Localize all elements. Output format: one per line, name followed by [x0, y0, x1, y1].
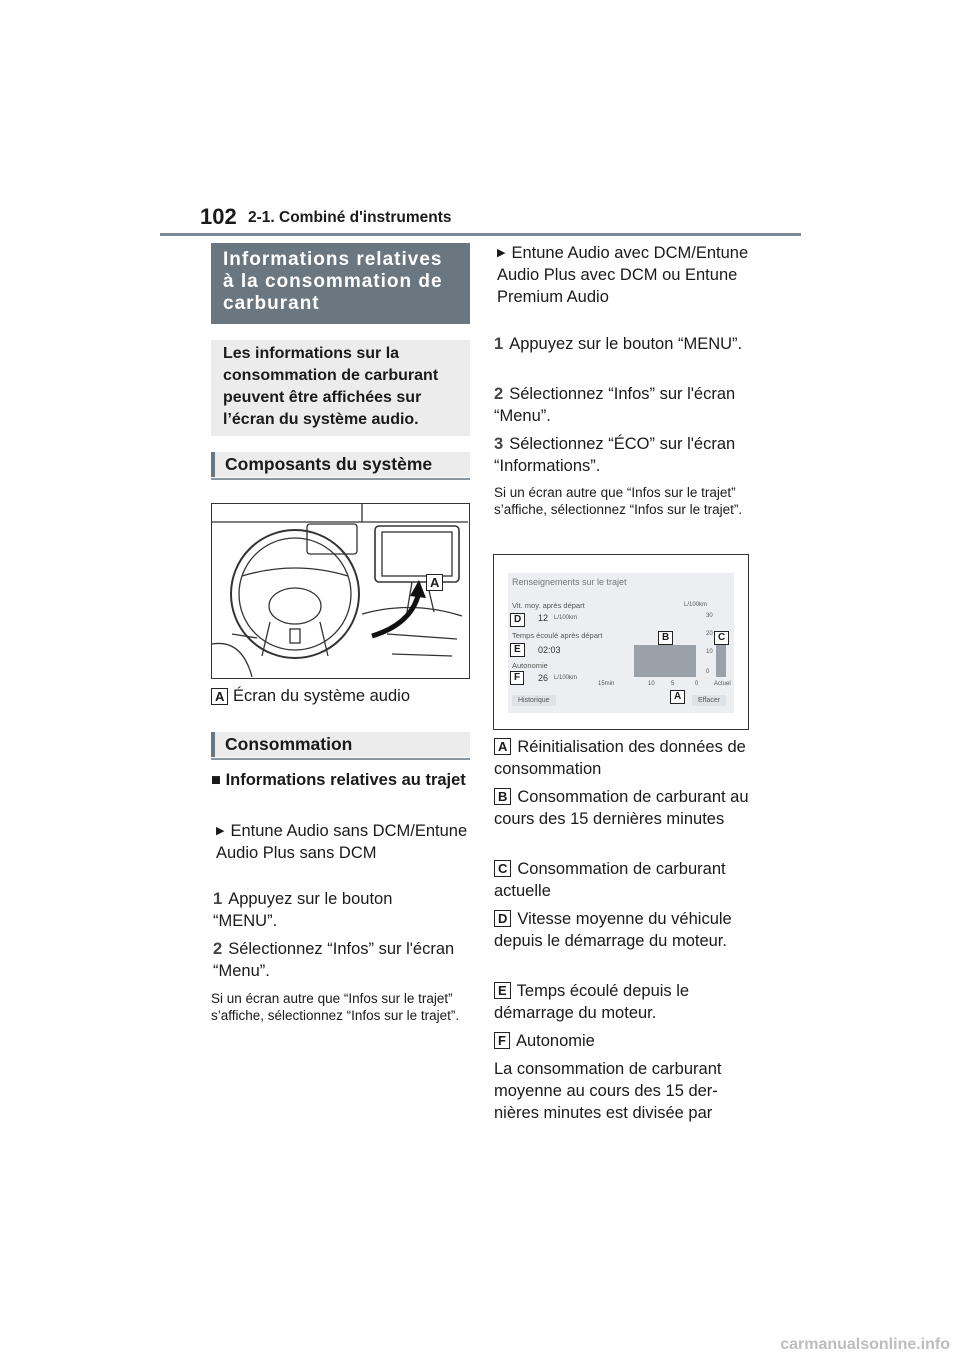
step-number: 2 — [213, 940, 223, 958]
variant-a-text: Entune Audio sans DCM/Entune Audio Plus sans DCM — [216, 822, 468, 862]
audio-screen-figure — [493, 554, 749, 730]
screen-callout-f: F — [510, 671, 524, 685]
legend-item-d — [494, 908, 750, 952]
figure-callout-a: A — [426, 574, 443, 591]
legend-key: C — [494, 860, 511, 877]
history-bars — [634, 645, 696, 677]
range-value: 26 — [538, 673, 549, 683]
legend-key: A — [494, 738, 511, 755]
history-button[interactable]: Historique — [512, 695, 556, 706]
screen-callout-d: D — [510, 613, 525, 627]
legend-item-a — [494, 736, 750, 780]
screen-callout-e: E — [510, 643, 525, 657]
screen-callout-c: C — [714, 631, 729, 645]
step-text: Sélectionnez “Infos” sur l'écran “Menu”. — [494, 385, 736, 425]
legend-key: B — [494, 788, 511, 805]
consumption-heading: Consommation — [211, 732, 470, 757]
y-tick: 20 — [706, 631, 713, 637]
step-number: 3 — [494, 435, 504, 453]
elapsed-label: Temps écoulé après départ — [512, 631, 603, 640]
legend-key: F — [494, 1032, 510, 1049]
closing-paragraph: La consommation de carburant moyenne au cours des 15 der- nières minutes est divisée par — [494, 1060, 722, 1122]
variant-b-text: Entune Audio avec DCM/Entune Audio Plus avec DCM ou Entune Premium Audio — [497, 244, 749, 306]
triangle-bullet-icon: ▶ — [216, 825, 225, 837]
legend-text: Consommation de carburant au cours des 15 dernières minutes — [494, 788, 749, 828]
range-label: Autonomie — [512, 661, 548, 670]
caption-callout-a: A — [211, 688, 228, 705]
step-b-2 — [494, 383, 744, 427]
triangle-bullet-icon: ▶ — [497, 247, 506, 259]
legend-item-e — [494, 980, 750, 1024]
legend-item-f — [494, 1030, 750, 1052]
step-text: Sélectionnez “Infos” sur l'écran “Menu”. — [213, 940, 455, 980]
step-number: 1 — [494, 335, 504, 353]
variant-b — [497, 242, 752, 308]
note-b: Si un écran autre que “Infos sur le trajet” s’affiche, sélectionnez “Infos sur le trajet”. — [494, 485, 743, 517]
note-a: Si un écran autre que “Infos sur le trajet” s’affiche, sélectionnez “Infos sur le trajet”. — [211, 991, 460, 1023]
header-divider — [160, 233, 801, 236]
step-text: Appuyez sur le bouton “MENU”. — [509, 335, 743, 353]
legend-item-b — [494, 786, 750, 830]
step-text: Appuyez sur le bouton “MENU”. — [213, 890, 393, 930]
screen-title: Renseignements sur le trajet — [512, 577, 627, 587]
x-tick: Actuel — [714, 681, 731, 687]
page-number: 102 — [200, 204, 237, 229]
chart-unit-label: L/100km — [684, 602, 708, 608]
screen-callout-b: B — [658, 631, 673, 645]
x-tick: 15min — [598, 681, 615, 687]
x-tick: 10 — [648, 681, 655, 687]
screen-callout-a: A — [670, 690, 685, 704]
x-tick: 0 — [695, 681, 699, 687]
step-a-2 — [213, 938, 458, 982]
legend-item-c — [494, 858, 750, 902]
clear-button[interactable]: Effacer — [692, 695, 726, 706]
section-title-block: Informations relatives à la consommation de carburant — [211, 243, 470, 324]
y-tick: 10 — [706, 649, 713, 655]
legend-key: E — [494, 982, 511, 999]
current-bar — [716, 645, 726, 677]
y-tick: 0 — [706, 669, 710, 675]
step-number: 1 — [213, 890, 223, 908]
figure-caption-text: Écran du système audio — [232, 687, 410, 705]
watermark: carmanualsonline.info — [780, 1336, 950, 1353]
dashboard-figure — [211, 503, 470, 679]
components-heading: Composants du système — [211, 452, 470, 477]
legend-text: Autonomie — [515, 1032, 595, 1050]
step-a-1 — [213, 888, 458, 932]
unit-label: L/100km — [554, 615, 578, 621]
step-text: Sélectionnez “ÉCO” sur l'écran “Informations”. — [494, 435, 736, 475]
legend-text: Consommation de carburant actuelle — [494, 860, 726, 900]
variant-a — [216, 820, 472, 864]
trip-heading — [211, 769, 471, 791]
legend-text: Vitesse moyenne du véhicule depuis le démarrage du moteur. — [494, 910, 732, 950]
trip-heading-text: Informations relatives au trajet — [225, 771, 466, 789]
step-b-3 — [494, 433, 744, 477]
elapsed-value: 02:03 — [538, 645, 561, 655]
step-b-1 — [494, 333, 744, 355]
avg-speed-label: Vit. moy. après départ — [512, 601, 585, 610]
square-bullet-icon: ■ — [211, 771, 221, 789]
legend-text: Temps écoulé depuis le démarrage du moteur. — [494, 982, 690, 1022]
range-unit-label: L/100km — [554, 675, 578, 681]
legend-key: D — [494, 910, 511, 927]
y-tick: 30 — [706, 613, 713, 619]
screen-display — [508, 573, 734, 713]
legend-text: Réinitialisation des données de consommation — [494, 738, 746, 778]
intro-box: Les informations sur la consommation de carburant peuvent être affichées sur l’écran du système audio. — [211, 340, 470, 436]
x-tick: 5 — [671, 681, 675, 687]
figure-caption — [211, 685, 410, 707]
section-title: 2-1. Combiné d'instruments — [248, 209, 452, 226]
avg-speed-value: 12 — [538, 613, 549, 623]
step-number: 2 — [494, 385, 504, 403]
